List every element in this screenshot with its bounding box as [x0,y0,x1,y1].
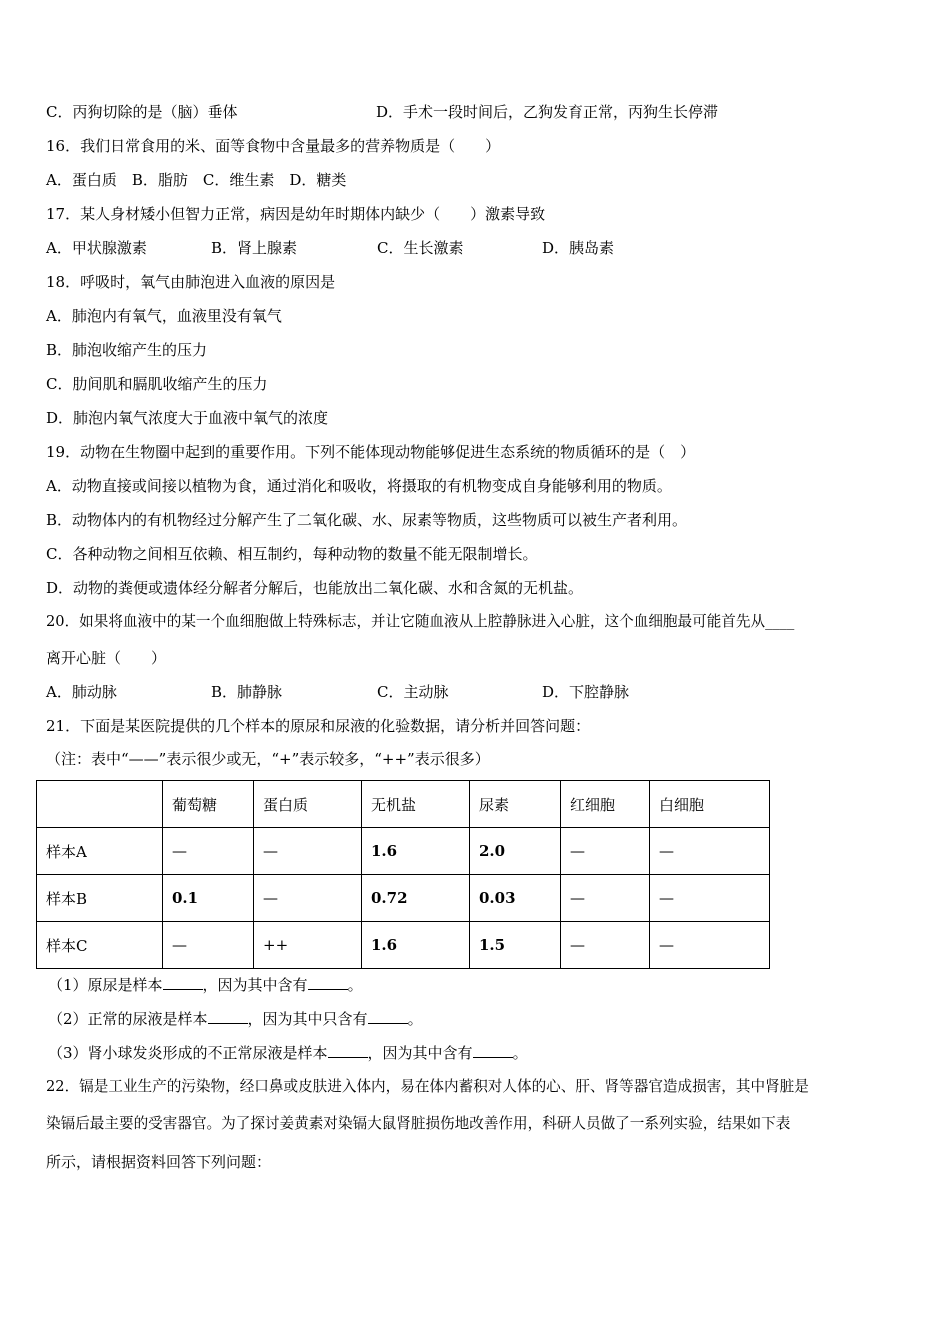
table-cell: — [650,828,770,875]
answer-blank[interactable] [208,1009,248,1024]
table-header-cell: 白细胞 [650,781,770,828]
answer-blank[interactable] [328,1043,368,1058]
period: 。 [347,976,363,994]
q21-note: （注：表中“——”表示很少或无，“+”表示较多，“++”表示很多） [46,750,490,768]
table-cell: 样本B [37,875,163,922]
table-cell: 2.0 [470,828,561,875]
q18-option-b: B．肺泡收缩产生的压力 [46,341,208,359]
question-20-continued: 离开心脏（ ） [46,649,167,667]
table-header-cell: 无机盐 [362,781,470,828]
table-cell: — [561,828,650,875]
q21-3-text-b: ，因为其中含有 [367,1044,473,1062]
table-cell: ++ [254,922,362,969]
q17-option-c: C．生长激素 [377,239,464,257]
q19-option-a: A．动物直接或间接以植物为食，通过消化和吸收，将摄取的有机物变成自身能够利用的物质。 [46,477,672,495]
q21-subquestion-2 [48,1009,423,1029]
answer-blank[interactable] [308,975,348,990]
q21-1-text-b: ，因为其中含有 [202,976,308,994]
q20-option-d: D．下腔静脉 [542,683,630,701]
table-cell: — [561,922,650,969]
table-cell: 0.72 [362,875,470,922]
q16-options: A．蛋白质 B．脂肪 C．维生素 D．糖类 [46,171,347,189]
table-cell: 0.1 [163,875,254,922]
table-cell: — [561,875,650,922]
question-22-line-3: 所示，请根据资料回答下列问题： [46,1153,272,1171]
q18-option-c: C．肋间肌和膈肌收缩产生的压力 [46,375,268,393]
table-cell: — [163,922,254,969]
q19-option-b: B．动物体内的有机物经过分解产生了二氧化碳、水、尿素等物质，这些物质可以被生产者利用。 [46,511,688,529]
table-header-cell: 蛋白质 [254,781,362,828]
answer-blank[interactable] [368,1009,408,1024]
answer-blank[interactable] [163,975,203,990]
table-row [37,922,770,969]
urine-data-table [36,780,770,969]
question-19: 19．动物在生物圈中起到的重要作用。下列不能体现动物能够促进生态系统的物质循环的是（ ） [46,443,696,461]
question-21: 21．下面是某医院提供的几个样本的原尿和尿液的化验数据，请分析并回答问题： [46,717,591,735]
q18-option-a: A．肺泡内有氧气，血液里没有氧气 [46,307,282,325]
table-cell: — [254,828,362,875]
q15-option-d: D．手术一段时间后，乙狗发育正常，丙狗生长停滞 [376,103,719,121]
q20-option-a: A．肺动脉 [46,683,117,701]
table-cell: — [650,922,770,969]
table-cell: — [650,875,770,922]
q21-2-text-b: ，因为其中只含有 [247,1010,368,1028]
q19-option-d: D．动物的粪便或遗体经分解者分解后，也能放出二氧化碳、水和含氮的无机盐。 [46,579,584,597]
table-cell: 1.6 [362,828,470,875]
q21-3-text-a: （3）肾小球发炎形成的不正常尿液是样本 [48,1044,328,1062]
table-cell: — [254,875,362,922]
table-cell: — [163,828,254,875]
q21-1-text-a: （1）原尿是样本 [48,976,163,994]
table-cell: 样本A [37,828,163,875]
table-header-cell: 红细胞 [561,781,650,828]
question-22-line-1: 22．镉是工业生产的污染物，经口鼻或皮肤进入体内，易在体内蓄积对人体的心、肝、肾等器官造成损害，其中肾脏是 [46,1078,809,1095]
question-17: 17．某人身材矮小但智力正常，病因是幼年时期体内缺少（ ）激素导致 [46,205,546,223]
table-cell: 1.6 [362,922,470,969]
q21-2-text-a: （2）正常的尿液是样本 [48,1010,208,1028]
q21-subquestion-3 [48,1043,528,1063]
q18-option-d: D．肺泡内氧气浓度大于血液中氧气的浓度 [46,409,329,427]
table-header-row [37,781,770,828]
question-18: 18．呼吸时，氧气由肺泡进入血液的原因是 [46,273,336,291]
table-header-cell: 尿素 [470,781,561,828]
q20-option-c: C．主动脉 [377,683,449,701]
q17-option-b: B．肾上腺素 [211,239,298,257]
table-row [37,875,770,922]
period: 。 [407,1010,423,1028]
question-22-line-2: 染镉后最主要的受害器官。为了探讨姜黄素对染镉大鼠肾脏损伤地改善作用，科研人员做了一系列实验，结果如下表 [46,1115,791,1132]
table-cell: 样本C [37,922,163,969]
q17-option-a: A．甲状腺激素 [46,239,147,257]
q21-subquestion-1 [48,975,363,995]
q17-option-d: D．胰岛素 [542,239,615,257]
question-16: 16．我们日常食用的米、面等食物中含量最多的营养物质是（ ） [46,137,501,155]
table-cell: 1.5 [470,922,561,969]
period: 。 [512,1044,528,1062]
q15-option-c: C．丙狗切除的是（脑）垂体 [46,103,238,121]
table-header-cell: 葡萄糖 [163,781,254,828]
answer-blank[interactable] [473,1043,513,1058]
table-cell: 0.03 [470,875,561,922]
table-row [37,828,770,875]
table-header-cell [37,781,163,828]
q19-option-c: C．各种动物之间相互依赖、相互制约，每种动物的数量不能无限制增长。 [46,545,538,563]
question-20: 20．如果将血液中的某一个血细胞做上特殊标志，并让它随血液从上腔静脉进入心脏，这个血细胞最可能首先从____ [46,613,795,630]
q20-option-b: B．肺静脉 [211,683,283,701]
